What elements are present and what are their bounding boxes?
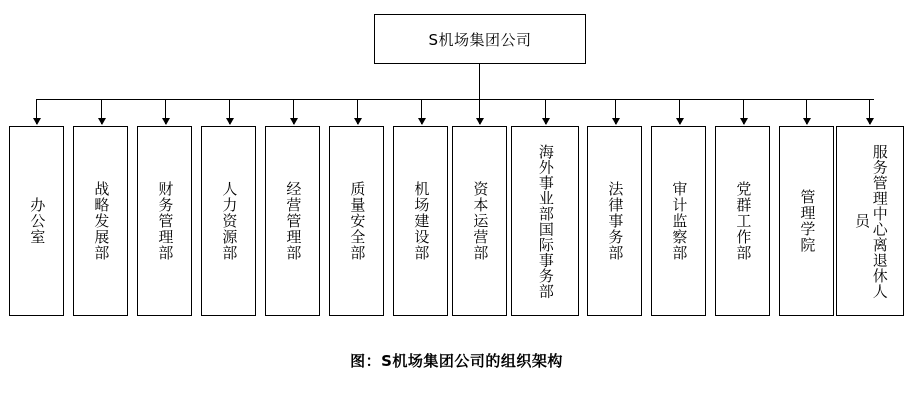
org-node-label: 服务管理中心离退休人员 (853, 143, 889, 299)
org-node-operations-management (265, 126, 320, 316)
org-node-management-college (779, 126, 834, 316)
org-node-label: 管理学院 (798, 189, 817, 253)
org-node-finance (137, 126, 192, 316)
org-node-quality-safety (329, 126, 384, 316)
drop-connector (615, 99, 616, 124)
org-node-legal-affairs (587, 126, 642, 316)
org-node-label: 办公室 (28, 197, 47, 245)
drop-connector (357, 99, 358, 124)
org-node-label: 审计监察部 (670, 181, 689, 261)
drop-connector (545, 99, 546, 124)
org-node-retiree-service-center (836, 126, 904, 316)
drop-connector (165, 99, 166, 124)
org-node-strategy (73, 126, 128, 316)
org-node-label: 法律事务部 (606, 181, 625, 261)
org-node-hr (201, 126, 256, 316)
org-node-audit-supervision (651, 126, 706, 316)
drop-connector (229, 99, 230, 124)
root-node-label: S机场集团公司 (428, 30, 532, 49)
org-node-label: 人力资源部 (220, 181, 239, 261)
diagram-caption: 图：S机场集团公司的组织架构 (350, 352, 563, 370)
org-node-label: 资本运营部 (471, 181, 490, 261)
drop-connector (36, 99, 37, 124)
org-node-label: 党群工作部 (734, 181, 753, 261)
drop-connector (743, 99, 744, 124)
drop-connector (869, 99, 870, 124)
org-node-label: 战略发展部 (92, 181, 111, 261)
org-node-label: 质量安全部 (348, 181, 367, 261)
drop-connector (293, 99, 294, 124)
drop-connector (806, 99, 807, 124)
org-node-capital-operation (452, 126, 507, 316)
org-node-airport-construction (393, 126, 448, 316)
drop-connector (101, 99, 102, 124)
drop-connector (421, 99, 422, 124)
root-stem-connector (479, 64, 480, 99)
org-node-label: 财务管理部 (156, 181, 175, 261)
horizontal-bus-connector (36, 99, 874, 100)
org-node-overseas-international (511, 126, 579, 316)
drop-connector (479, 99, 480, 124)
drop-connector (679, 99, 680, 124)
org-node-office (9, 126, 64, 316)
org-node-label: 机场建设部 (412, 181, 431, 261)
org-node-party-work (715, 126, 770, 316)
org-node-label: 海外事业部国际事务部 (536, 143, 555, 299)
root-node (374, 14, 586, 64)
org-node-label: 经营管理部 (284, 181, 303, 261)
